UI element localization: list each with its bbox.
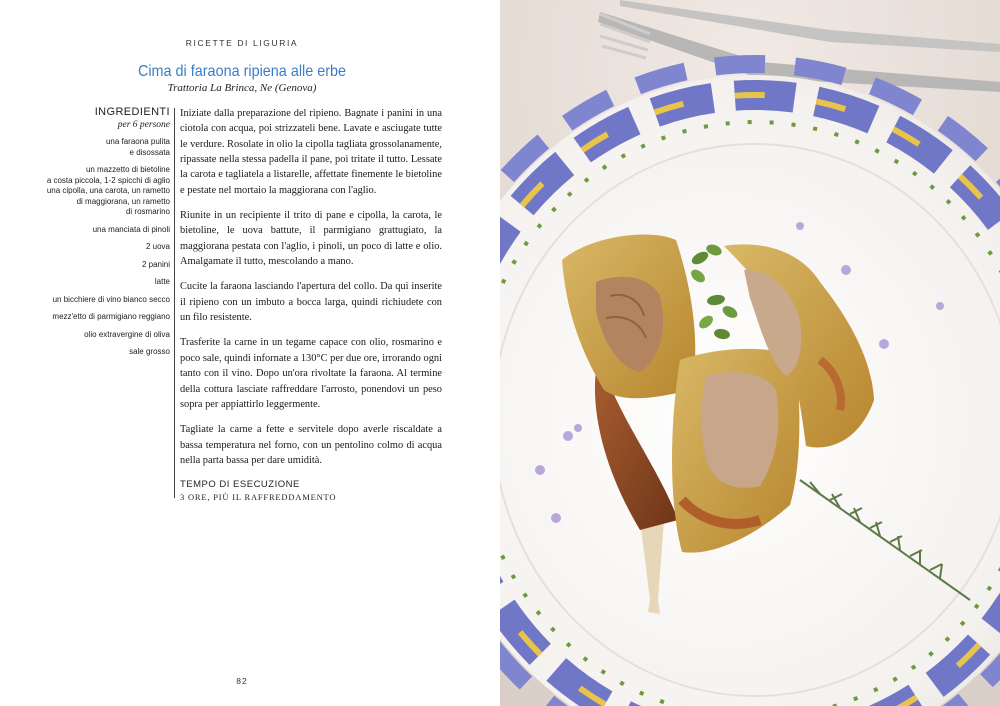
method-paragraph: Cucite la faraona lasciando l'apertura del collo. Da qui inserite il ripieno con un imbuto a bocca larga, quindi richiudete con un filo resistente.: [180, 281, 442, 324]
time-heading: TEMPO DI ESECUZIONE: [180, 479, 300, 491]
ingredient-item: [40, 242, 170, 253]
ingredient-line: a costa piccola, 1-2 spicchi di aglio: [46, 175, 170, 185]
ingredient-line: olio extravergine di oliva: [84, 329, 170, 339]
ingredient-line: 2 panini: [141, 259, 170, 269]
servings: per 6 persone: [117, 120, 170, 130]
time-value: 3 ORE, PIÙ IL RAFFREDDAMENTO: [180, 492, 337, 503]
ingredient-item: [40, 295, 170, 306]
ingredient-line: una faraona pulita: [105, 137, 170, 146]
ingredient-line: un bicchiere di vino bianco secco: [52, 294, 170, 304]
ingredient-item: [40, 137, 170, 158]
ingredient-line: di rosmarino: [125, 207, 170, 216]
method-paragraph: Iniziate dalla preparazione del ripieno. Bagnate i panini in una ciotola con acqua, poi strizzateli bene. Lavate e asciugate tutte le verdure. Rosolate in olio la cipolla tagliata grossolanamente, ripassate nella stessa padella il pane, poi tritate il tutto. Lessate la carota e tagliatela a listarelle, affettate finemente le bietoline e pestate nel mortaio la maggiorana con l'aglio.: [180, 108, 442, 196]
ingredient-item: [40, 312, 170, 323]
ingredient-line: mezz'etto di parmigiano reggiano: [52, 312, 170, 321]
food-photo-illustration: [500, 0, 1000, 706]
page-number: 82: [236, 676, 248, 686]
food-photo: [500, 0, 1000, 706]
ingredient-item: [40, 347, 170, 358]
ingredients-list: [40, 137, 170, 358]
recipe-source: Trattoria La Brinca, Ne (Genova): [167, 82, 317, 94]
column-divider: [174, 108, 175, 498]
method-column: [180, 106, 442, 504]
ingredient-line: sale grosso: [129, 347, 170, 356]
ingredient-line: di maggiorana, un rametto: [76, 196, 170, 206]
ingredient-item: [40, 165, 170, 218]
running-head: RICETTE DI LIGURIA: [185, 38, 299, 48]
ingredient-item: [40, 277, 170, 288]
ingredient-item: [40, 260, 170, 271]
method-paragraph: Trasferite la carne in un tegame capace con olio, rosmarino e poco sale, quindi infornate a 130°C per due ore, irrorando ogni tanto con il vino. Dopo un'ora rivoltate la faraona. Al termine della cottura lasciate raffreddare l'arrosto, ponendovi un peso sopra per appiattirlo leggermente.: [180, 337, 442, 410]
ingredient-item: [40, 225, 170, 236]
ingredient-line: una cipolla, una carota, un rametto: [46, 186, 170, 195]
method-paragraph: Riunite in un recipiente il trito di pane e cipolla, la carota, le bietoline, le uova battute, il parmigiano grattugiato, la maggiorana pestata con l'aglio, i pinoli, un poco di latte e olio. Amalgamate il tutto, mescolando a mano.: [180, 210, 442, 268]
ingredients-column: [40, 106, 170, 365]
ingredient-line: e disossata: [129, 147, 170, 157]
ingredient-line: latte: [154, 277, 170, 286]
ingredient-line: 2 uova: [145, 242, 170, 251]
ingredients-heading: INGREDIENTI: [94, 106, 170, 118]
ingredient-line: una manciata di pinoli: [92, 224, 170, 234]
recipe-title: Cima di faraona ripiena alle erbe: [137, 63, 347, 80]
ingredient-item: [40, 330, 170, 341]
ingredient-line: un mazzetto di bietoline: [85, 165, 170, 174]
method-paragraph: Tagliate la carne a fette e servitele dopo averle riscaldate a bassa temperatura nel forno, con un pentolino colmo di acqua nella parta bassa per dare umidità.: [180, 424, 442, 466]
